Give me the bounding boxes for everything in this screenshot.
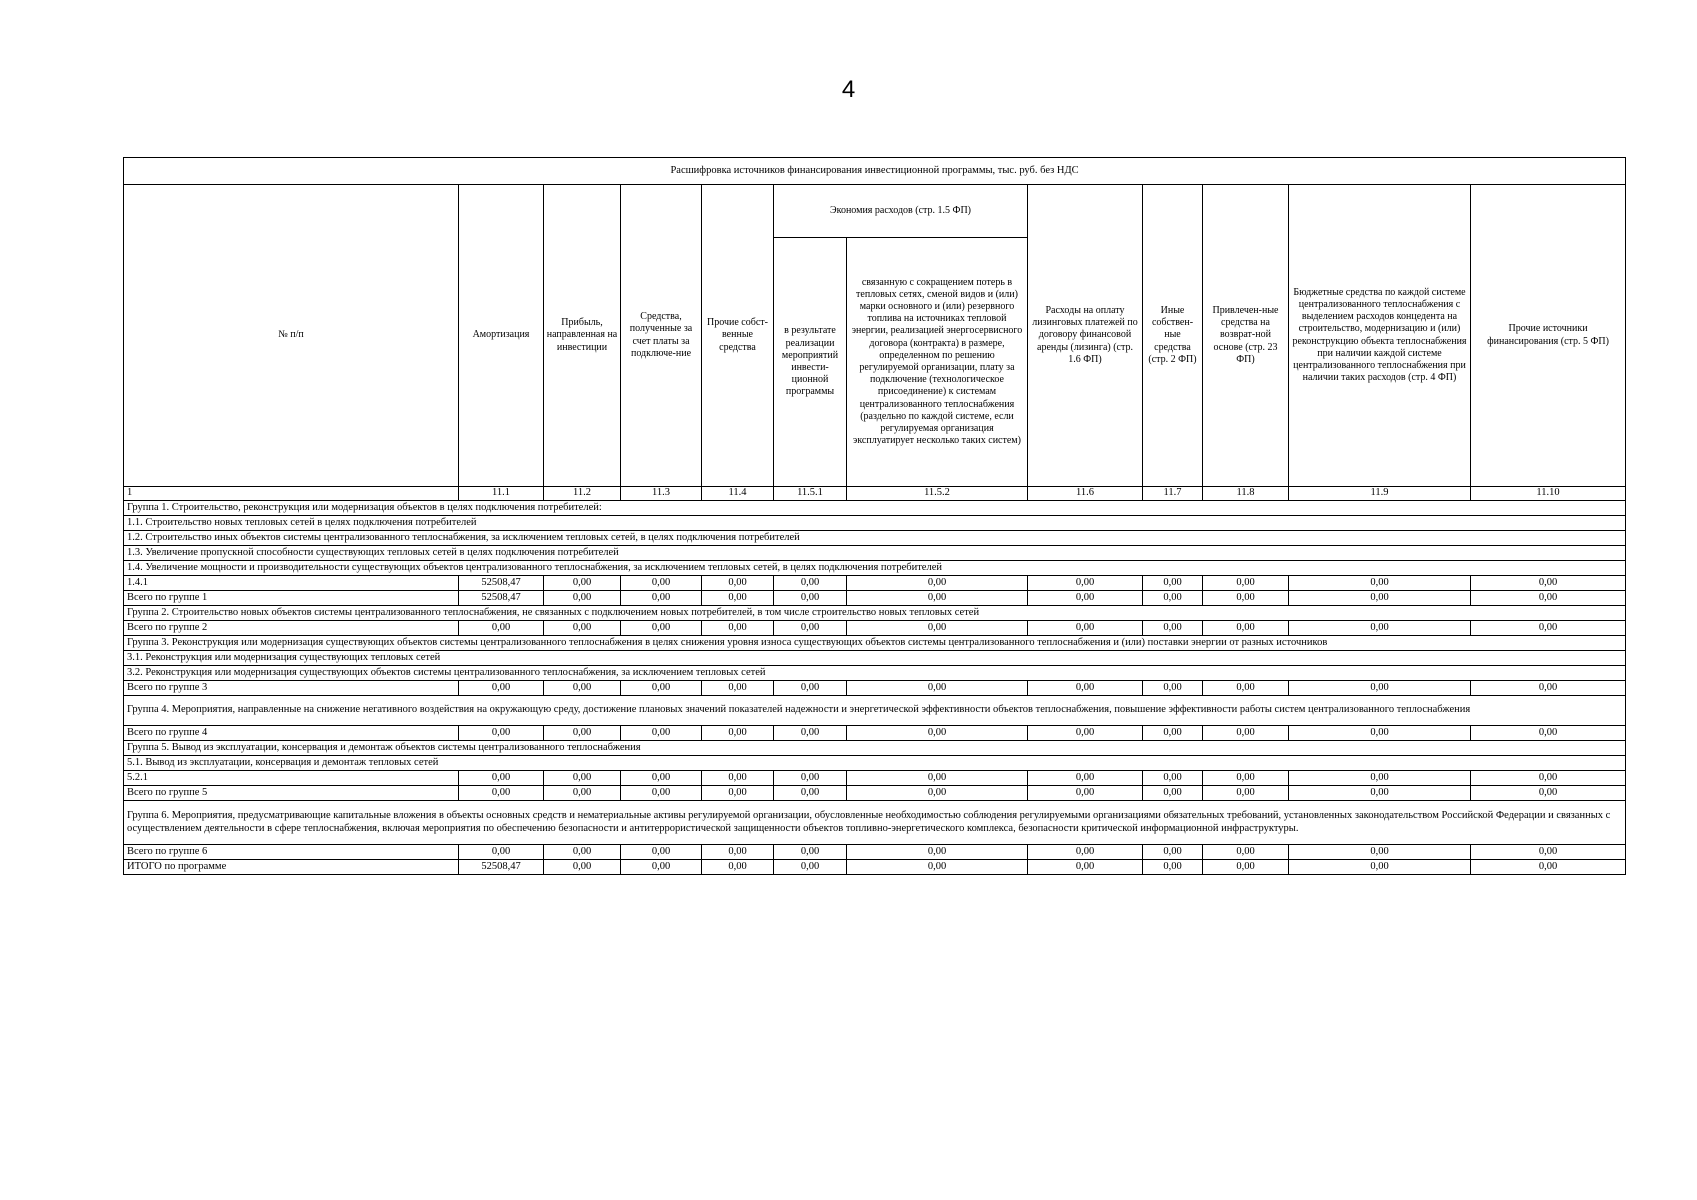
column-number: 11.5.2 [847, 487, 1028, 501]
table-row [124, 591, 1626, 606]
row-value: 0,00 [1028, 845, 1143, 860]
row-value: 0,00 [1471, 845, 1626, 860]
row-label: Всего по группе 2 [124, 621, 459, 636]
financing-sources-table [123, 157, 1626, 875]
row-value: 0,00 [1028, 591, 1143, 606]
row-value: 0,00 [621, 786, 702, 801]
page-number: 4 [841, 76, 856, 103]
row-value: 0,00 [1289, 860, 1471, 875]
row-value: 0,00 [621, 845, 702, 860]
column-number: 11.10 [1471, 487, 1626, 501]
section-title: 5.1. Вывод из эксплуатации, консервация и демонтаж тепловых сетей [124, 756, 1626, 771]
row-value: 0,00 [459, 681, 544, 696]
row-value: 0,00 [1289, 845, 1471, 860]
row-value: 0,00 [544, 621, 621, 636]
row-value: 0,00 [1471, 786, 1626, 801]
section-row [124, 516, 1626, 531]
section-title: Группа 1. Строительство, реконструкция или модернизация объектов в целях подключения потребителей: [124, 501, 1626, 516]
header-savings-losses: связанную с сокращением потерь в тепловых сетях, сменой видов и (или) марки основного и (или) резервного топлива на источниках тепловой энергии, реализацией энергосервисного договора (контракта) в размере, определенном по решению регулируемой организации, плату за подключение (технологическое присоединение) к системам централизованного теплоснабжения (раздельно по каждой системе, если регулируемая организация эксплуатирует несколько таких систем) [847, 238, 1028, 487]
row-value: 0,00 [774, 621, 847, 636]
section-title: Группа 2. Строительство новых объектов системы централизованного теплоснабжения, не связанных с подключением новых потребителей, в том числе строительство новых тепловых сетей [124, 606, 1626, 621]
row-value: 0,00 [847, 845, 1028, 860]
row-value: 0,00 [1289, 621, 1471, 636]
row-label: 5.2.1 [124, 771, 459, 786]
row-value: 0,00 [1143, 576, 1203, 591]
row-value: 0,00 [847, 591, 1028, 606]
table-row [124, 771, 1626, 786]
row-value: 0,00 [1289, 726, 1471, 741]
row-value: 0,00 [544, 860, 621, 875]
header-savings-measures: в результате реализации мероприятий инвести-ционной программы [774, 238, 847, 487]
header-profit: Прибыль, направленная на инвестиции [544, 185, 621, 487]
row-value: 0,00 [459, 726, 544, 741]
section-title: 1.4. Увеличение мощности и производительности существующих объектов централизованного теплоснабжения, за исключением тепловых сетей, в целях подключения потребителей [124, 561, 1626, 576]
row-value: 0,00 [621, 576, 702, 591]
column-number: 11.8 [1203, 487, 1289, 501]
row-value: 0,00 [544, 591, 621, 606]
row-value: 0,00 [847, 576, 1028, 591]
row-value: 0,00 [1143, 845, 1203, 860]
row-label: 1.4.1 [124, 576, 459, 591]
section-title: Группа 4. Мероприятия, направленные на снижение негативного воздействия на окружающую среду, достижение плановых значений показателей надежности и энергетической эффективности объектов теплоснабжения, повышение эффективности работы систем централизованного теплоснабжения [124, 696, 1626, 726]
row-value: 0,00 [774, 591, 847, 606]
column-number: 11.4 [702, 487, 774, 501]
section-title: 1.2. Строительство иных объектов системы централизованного теплоснабжения, за исключением тепловых сетей, в целях подключения потребителей [124, 531, 1626, 546]
row-value: 0,00 [621, 591, 702, 606]
row-value: 0,00 [1028, 726, 1143, 741]
row-value: 0,00 [1471, 591, 1626, 606]
row-value: 52508,47 [459, 576, 544, 591]
row-value: 0,00 [1471, 771, 1626, 786]
table-row [124, 576, 1626, 591]
header-borrowed-funds: Привлечен-ные средства на возврат-ной основе (стр. 23 ФП) [1203, 185, 1289, 487]
row-value: 0,00 [621, 621, 702, 636]
header-other-sources: Прочие источники финансирования (стр. 5 ФП) [1471, 185, 1626, 487]
row-value: 0,00 [702, 771, 774, 786]
row-value: 52508,47 [459, 591, 544, 606]
row-value: 0,00 [702, 681, 774, 696]
section-title: Группа 6. Мероприятия, предусматривающие капитальные вложения в объекты основных средств и нематериальные активы регулируемой организации, обусловленные необходимостью соблюдения регулируемыми организациями обязательных требований, установленных законодательством Российской Федерации и связанных с осуществлением деятельности в сфере теплоснабжения, включая мероприятия по обеспечению безопасности и антитеррористической защищенности объектов топливно-энергетического комплекса, безопасности критической информационной инфраструктуры. [124, 801, 1626, 845]
row-value: 0,00 [544, 681, 621, 696]
row-value: 0,00 [1289, 771, 1471, 786]
row-value: 0,00 [774, 845, 847, 860]
row-value: 0,00 [621, 681, 702, 696]
header-leasing: Расходы на оплату лизинговых платежей по договору финансовой аренды (лизинга) (стр. 1.6 ФП) [1028, 185, 1143, 487]
row-value: 0,00 [544, 576, 621, 591]
row-value: 0,00 [702, 860, 774, 875]
row-value: 0,00 [544, 726, 621, 741]
row-value: 52508,47 [459, 860, 544, 875]
row-value: 0,00 [774, 726, 847, 741]
header-amortization: Амортизация [459, 185, 544, 487]
header-other-own-funds-2: Иные собствен-ные средства (стр. 2 ФП) [1143, 185, 1203, 487]
header-num: № п/п [124, 185, 459, 487]
row-value: 0,00 [774, 771, 847, 786]
section-row [124, 636, 1626, 651]
section-title: 1.3. Увеличение пропускной способности существующих тепловых сетей в целях подключения потребителей [124, 546, 1626, 561]
row-label: Всего по группе 5 [124, 786, 459, 801]
row-value: 0,00 [1203, 726, 1289, 741]
section-row [124, 546, 1626, 561]
row-value: 0,00 [847, 681, 1028, 696]
table-row [124, 726, 1626, 741]
column-number: 11.3 [621, 487, 702, 501]
row-value: 0,00 [1289, 576, 1471, 591]
section-row [124, 651, 1626, 666]
row-value: 0,00 [459, 845, 544, 860]
table-row [124, 860, 1626, 875]
row-value: 0,00 [1028, 771, 1143, 786]
row-value: 0,00 [702, 576, 774, 591]
row-value: 0,00 [1143, 860, 1203, 875]
section-title: Группа 5. Вывод из эксплуатации, консервация и демонтаж объектов системы централизованного теплоснабжения [124, 741, 1626, 756]
row-value: 0,00 [1203, 845, 1289, 860]
row-value: 0,00 [1203, 786, 1289, 801]
column-number: 11.6 [1028, 487, 1143, 501]
row-value: 0,00 [702, 621, 774, 636]
table-row [124, 786, 1626, 801]
row-value: 0,00 [1028, 681, 1143, 696]
table-row [124, 681, 1626, 696]
section-row [124, 501, 1626, 516]
header-budget-funds: Бюджетные средства по каждой системе централизованного теплоснабжения с выделением расходов концедента на строительство, модернизацию и (или) реконструкцию объекта теплоснабжения при наличии каждой системе централизованного теплоснабжения при наличии таких расходов (стр. 4 ФП) [1289, 185, 1471, 487]
row-value: 0,00 [774, 681, 847, 696]
row-value: 0,00 [1028, 576, 1143, 591]
row-value: 0,00 [1028, 786, 1143, 801]
row-value: 0,00 [1289, 681, 1471, 696]
section-title: 1.1. Строительство новых тепловых сетей в целях подключения потребителей [124, 516, 1626, 531]
column-numbers-row [124, 487, 1626, 501]
row-label: ИТОГО по программе [124, 860, 459, 875]
header-connection-fee: Средства, полученные за счет платы за подключе-ние [621, 185, 702, 487]
row-value: 0,00 [1203, 591, 1289, 606]
section-row [124, 666, 1626, 681]
row-value: 0,00 [1143, 621, 1203, 636]
column-number: 11.7 [1143, 487, 1203, 501]
row-value: 0,00 [847, 771, 1028, 786]
row-value: 0,00 [702, 786, 774, 801]
row-value: 0,00 [1028, 621, 1143, 636]
section-title: 3.1. Реконструкция или модернизация существующих тепловых сетей [124, 651, 1626, 666]
section-row [124, 756, 1626, 771]
row-value: 0,00 [621, 771, 702, 786]
header-other-own-funds: Прочие собст-венные средства [702, 185, 774, 487]
table-title: Расшифровка источников финансирования инвестиционной программы, тыс. руб. без НДС [124, 158, 1626, 185]
row-value: 0,00 [1471, 621, 1626, 636]
section-row [124, 606, 1626, 621]
row-value: 0,00 [1203, 771, 1289, 786]
row-label: Всего по группе 4 [124, 726, 459, 741]
row-value: 0,00 [459, 621, 544, 636]
column-number: 11.2 [544, 487, 621, 501]
column-number: 1 [124, 487, 459, 501]
column-number: 11.1 [459, 487, 544, 501]
row-value: 0,00 [1289, 591, 1471, 606]
row-value: 0,00 [774, 786, 847, 801]
row-value: 0,00 [1203, 621, 1289, 636]
row-value: 0,00 [702, 726, 774, 741]
row-value: 0,00 [847, 860, 1028, 875]
row-value: 0,00 [702, 845, 774, 860]
row-label: Всего по группе 3 [124, 681, 459, 696]
row-value: 0,00 [621, 860, 702, 875]
row-value: 0,00 [459, 771, 544, 786]
row-value: 0,00 [1143, 771, 1203, 786]
row-value: 0,00 [1143, 786, 1203, 801]
table-row [124, 621, 1626, 636]
row-value: 0,00 [1028, 860, 1143, 875]
column-number: 11.5.1 [774, 487, 847, 501]
row-value: 0,00 [774, 576, 847, 591]
row-value: 0,00 [1289, 786, 1471, 801]
row-value: 0,00 [1471, 576, 1626, 591]
row-value: 0,00 [1203, 576, 1289, 591]
row-value: 0,00 [544, 771, 621, 786]
row-label: Всего по группе 6 [124, 845, 459, 860]
section-title: Группа 3. Реконструкция или модернизация существующих объектов системы централизованного теплоснабжения в целях снижения уровня износа существующих объектов системы централизованного теплоснабжения и (или) поставки энергии от разных источников [124, 636, 1626, 651]
row-value: 0,00 [1143, 726, 1203, 741]
section-row [124, 696, 1626, 726]
row-value: 0,00 [1143, 591, 1203, 606]
row-value: 0,00 [621, 726, 702, 741]
row-value: 0,00 [1471, 726, 1626, 741]
row-value: 0,00 [544, 786, 621, 801]
row-value: 0,00 [1471, 860, 1626, 875]
section-row [124, 531, 1626, 546]
row-label: Всего по группе 1 [124, 591, 459, 606]
row-value: 0,00 [1203, 681, 1289, 696]
row-value: 0,00 [1471, 681, 1626, 696]
section-row [124, 741, 1626, 756]
section-row [124, 561, 1626, 576]
row-value: 0,00 [1203, 860, 1289, 875]
section-title: 3.2. Реконструкция или модернизация существующих объектов системы централизованного теплоснабжения, за исключением тепловых сетей [124, 666, 1626, 681]
row-value: 0,00 [847, 786, 1028, 801]
row-value: 0,00 [544, 845, 621, 860]
row-value: 0,00 [847, 726, 1028, 741]
row-value: 0,00 [702, 591, 774, 606]
section-row [124, 801, 1626, 845]
header-savings-group: Экономия расходов (стр. 1.5 ФП) [774, 185, 1028, 238]
table-row [124, 845, 1626, 860]
row-value: 0,00 [1143, 681, 1203, 696]
row-value: 0,00 [847, 621, 1028, 636]
row-value: 0,00 [774, 860, 847, 875]
column-number: 11.9 [1289, 487, 1471, 501]
row-value: 0,00 [459, 786, 544, 801]
